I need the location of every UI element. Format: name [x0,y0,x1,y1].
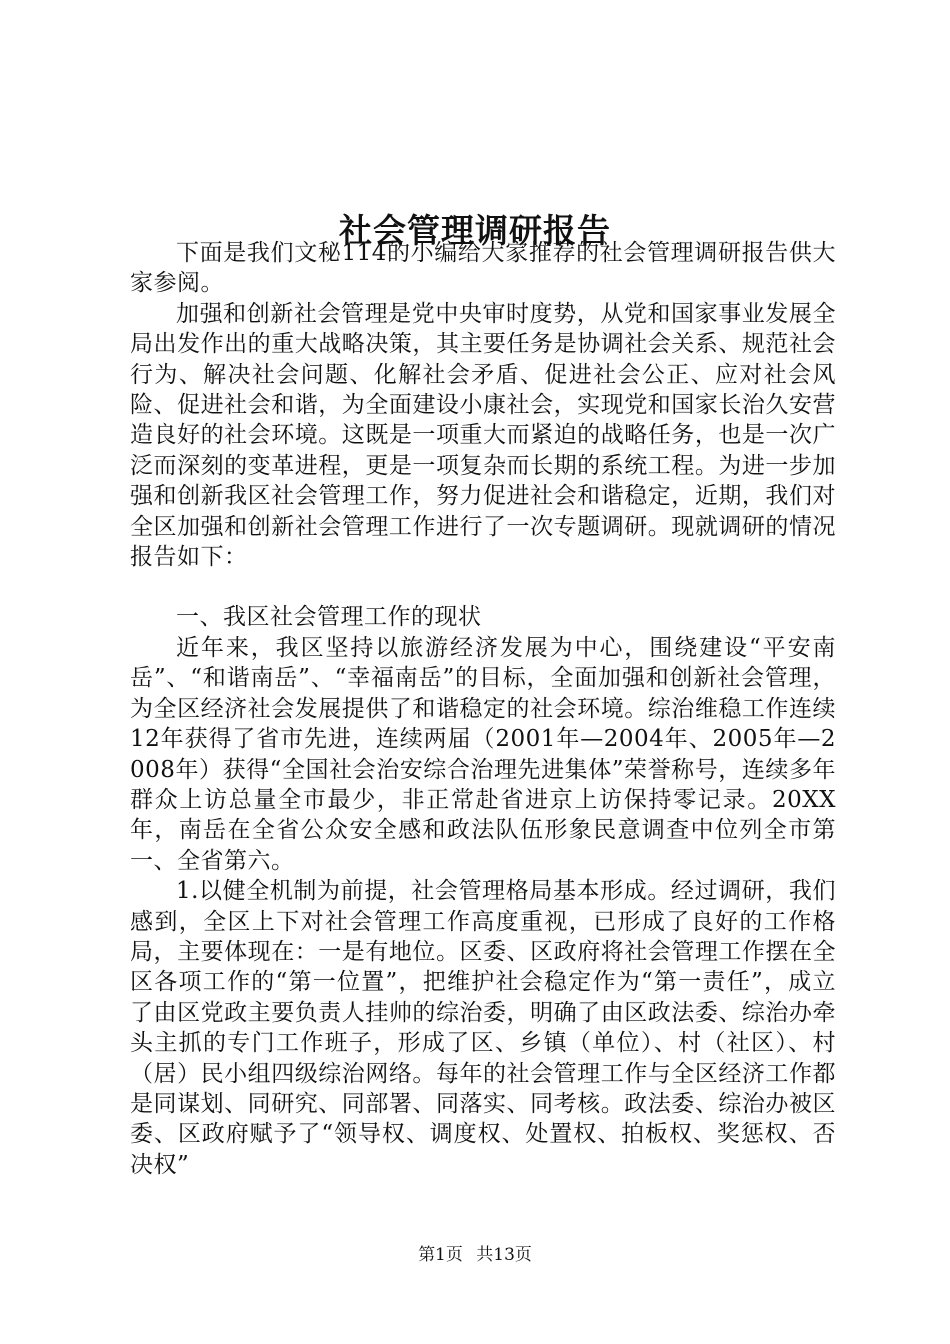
background-paragraph: 加强和创新社会管理是党中央审时度势，从党和国家事业发展全局出发作出的重大战略决策，其主要任务是协调社会关系、规范社会行为、解决社会问题、化解社会矛盾、促进社会公正、应对社会风险、促进社会和谐，为全面建设小康社会，实现党和国家长治久安营造良好的社会环境。这既是一项重大而紧迫的战略任务，也是一次广泛而深刻的变革进程，更是一项复杂而长期的系统工程。为进一步加强和创新我区社会管理工作，努力促进社会和谐稳定，近期，我们对全区加强和创新社会管理工作进行了一次专题调研。现就调研的情况报告如下： [130,300,836,571]
page-number: 第1页 [418,1245,463,1265]
page-footer [0,1243,950,1267]
mechanism-paragraph: 1.以健全机制为前提，社会管理格局基本形成。经过调研，我们感到，全区上下对社会管理工作高度重视，已形成了良好的工作格局，主要体现在：一是有地位。区委、区政府将社会管理工作摆在全区各项工作的“第一位置”，把维护社会稳定作为“第一责任”，成立了由区党政主要负责人挂帅的综治委，明确了由区政法委、综治办牵头主抓的专门工作班子，形成了区、乡镇（单位）、村（社区）、村（居）民小组四级综治网络。每年的社会管理工作与全区经济工作都是同谋划、同研究、同部署、同落实、同考核。政法委、综治办被区委、区政府赋予了“领导权、调度权、处置权、拍板权、奖惩权、否决权” [130,878,836,1178]
total-pages: 共13页 [476,1245,532,1265]
document-body [130,238,836,1180]
status-paragraph: 近年来，我区坚持以旅游经济发展为中心，围绕建设“平安南岳”、“和谐南岳”、“幸福南岳”的目标，全面加强和创新社会管理，为全区经济社会发展提供了和谐稳定的社会环境。综治维稳工作连续12年获得了省市先进，连续两届（2001年—2004年、2005年—2008年）获得“全国社会治安综合治理先进集体”荣誉称号，连续多年群众上访总量全市最少，非正常赴省进京上访保持零记录。20XX年，南岳在全省公众安全感和政法队伍形象民意调查中位列全市第一、全省第六。 [130,634,836,874]
page-title: 社会管理调研报告 [339,211,611,251]
intro-paragraph: 下面是我们文秘114的小编给大家推荐的社会管理调研报告供大家参阅。 [130,240,836,297]
section-heading: 一、我区社会管理工作的现状 [176,604,482,631]
